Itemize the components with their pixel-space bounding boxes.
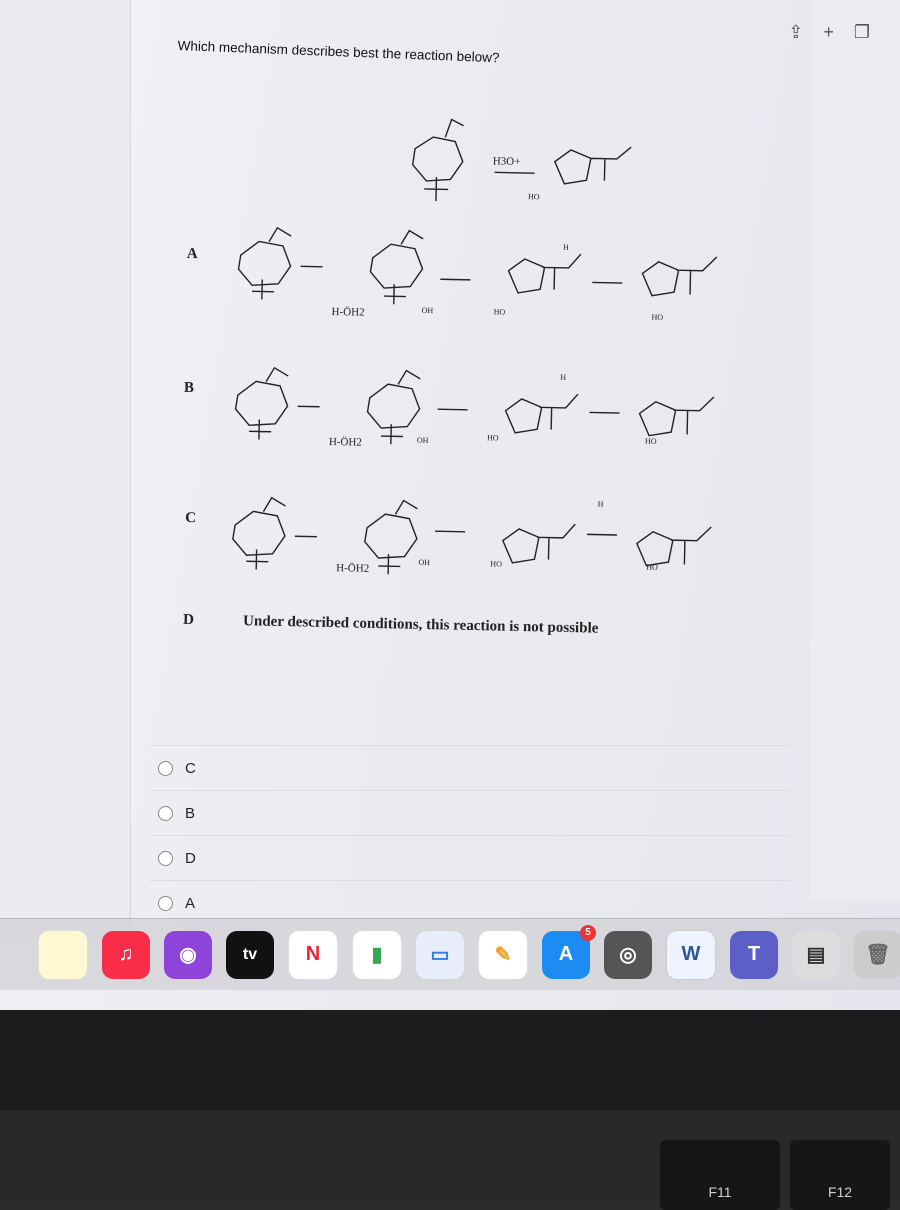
row-b-h-oh2: H-ÖH2 — [328, 435, 362, 449]
teams-icon[interactable] — [730, 931, 778, 979]
answer-options — [150, 745, 790, 925]
radio-button[interactable] — [158, 851, 173, 866]
browser-toolbar — [788, 22, 870, 43]
product-ring — [554, 146, 631, 186]
apple-tv-icon[interactable] — [226, 931, 274, 979]
radio-button[interactable] — [158, 896, 173, 911]
answer-option[interactable] — [150, 745, 790, 790]
row-b-ho-1: HO — [486, 433, 499, 443]
teams-label: T — [747, 943, 761, 965]
row-c-h: H — [597, 499, 604, 509]
left-sidebar — [0, 0, 131, 940]
keynote-icon[interactable]: ▭ — [416, 931, 464, 979]
notes-icon[interactable] — [38, 930, 88, 980]
share-icon[interactable]: ⇪ — [788, 22, 804, 42]
f12-label: F12 — [827, 1184, 853, 1200]
row-a-ho-2: HO — [651, 312, 664, 322]
pages-icon[interactable]: ✎ — [478, 930, 528, 980]
word-label: W — [681, 943, 701, 965]
answer-option[interactable] — [150, 790, 790, 835]
answer-label: C — [185, 759, 196, 777]
app-store-icon[interactable]: A 5 — [542, 931, 590, 979]
row-a-oh: OH — [421, 305, 434, 316]
safari-icon[interactable]: ◎ — [604, 931, 652, 979]
row-a-h: H — [562, 242, 569, 252]
reaction-arrow — [495, 172, 535, 173]
mechanism-figure — [164, 104, 786, 677]
question-text: Which mechanism describes best the reaction below? — [177, 38, 500, 66]
app-store-badge: 5 — [580, 925, 596, 941]
reactant-ring — [412, 137, 463, 182]
answer-label: A — [185, 894, 196, 912]
row-a-h-oh2: H-ÖH2 — [331, 305, 365, 319]
f11-label: F11 — [708, 1184, 732, 1200]
row-b-ho-2: HO — [644, 436, 657, 446]
word-icon[interactable] — [666, 930, 716, 980]
row-c-ho-2: HO — [646, 562, 658, 572]
row-label-d: D — [182, 611, 195, 629]
radio-button[interactable] — [158, 761, 173, 776]
row-label-a: A — [186, 245, 198, 263]
dock — [0, 918, 900, 990]
tabs-icon[interactable]: ❐ — [853, 22, 870, 42]
row-a-ho-1: HO — [493, 307, 506, 317]
tv-label: tv — [242, 945, 258, 963]
music-icon[interactable]: ♫ — [102, 931, 150, 979]
row-label-b: B — [183, 379, 195, 397]
right-panel — [810, 0, 900, 900]
trash-icon[interactable]: 🗑 — [854, 931, 900, 979]
numbers-icon[interactable]: ▮ — [352, 930, 402, 980]
row-c-ho-1: HO — [490, 559, 503, 569]
podcasts-icon[interactable]: ◉ — [164, 931, 212, 979]
row-b-h: H — [560, 372, 567, 382]
finder-icon[interactable]: ▤ — [792, 931, 840, 979]
reagent-label: H3O+ — [492, 155, 521, 168]
plus-icon[interactable]: + — [823, 22, 834, 42]
answer-label: D — [185, 849, 196, 867]
radio-button[interactable] — [158, 806, 173, 821]
row-c-oh: OH — [418, 557, 431, 568]
option-d-description: Under described conditions, this reaction is not possible — [242, 613, 599, 637]
news-icon[interactable]: N — [288, 930, 338, 980]
row-b-oh: OH — [416, 435, 429, 446]
answer-option[interactable] — [150, 835, 790, 880]
header-ho-label: HO — [527, 192, 540, 202]
row-c-h-oh2: H-ÖH2 — [336, 562, 370, 575]
mechanism-diagram — [164, 104, 786, 677]
answer-label: B — [185, 804, 196, 822]
row-label-c: C — [185, 509, 197, 527]
